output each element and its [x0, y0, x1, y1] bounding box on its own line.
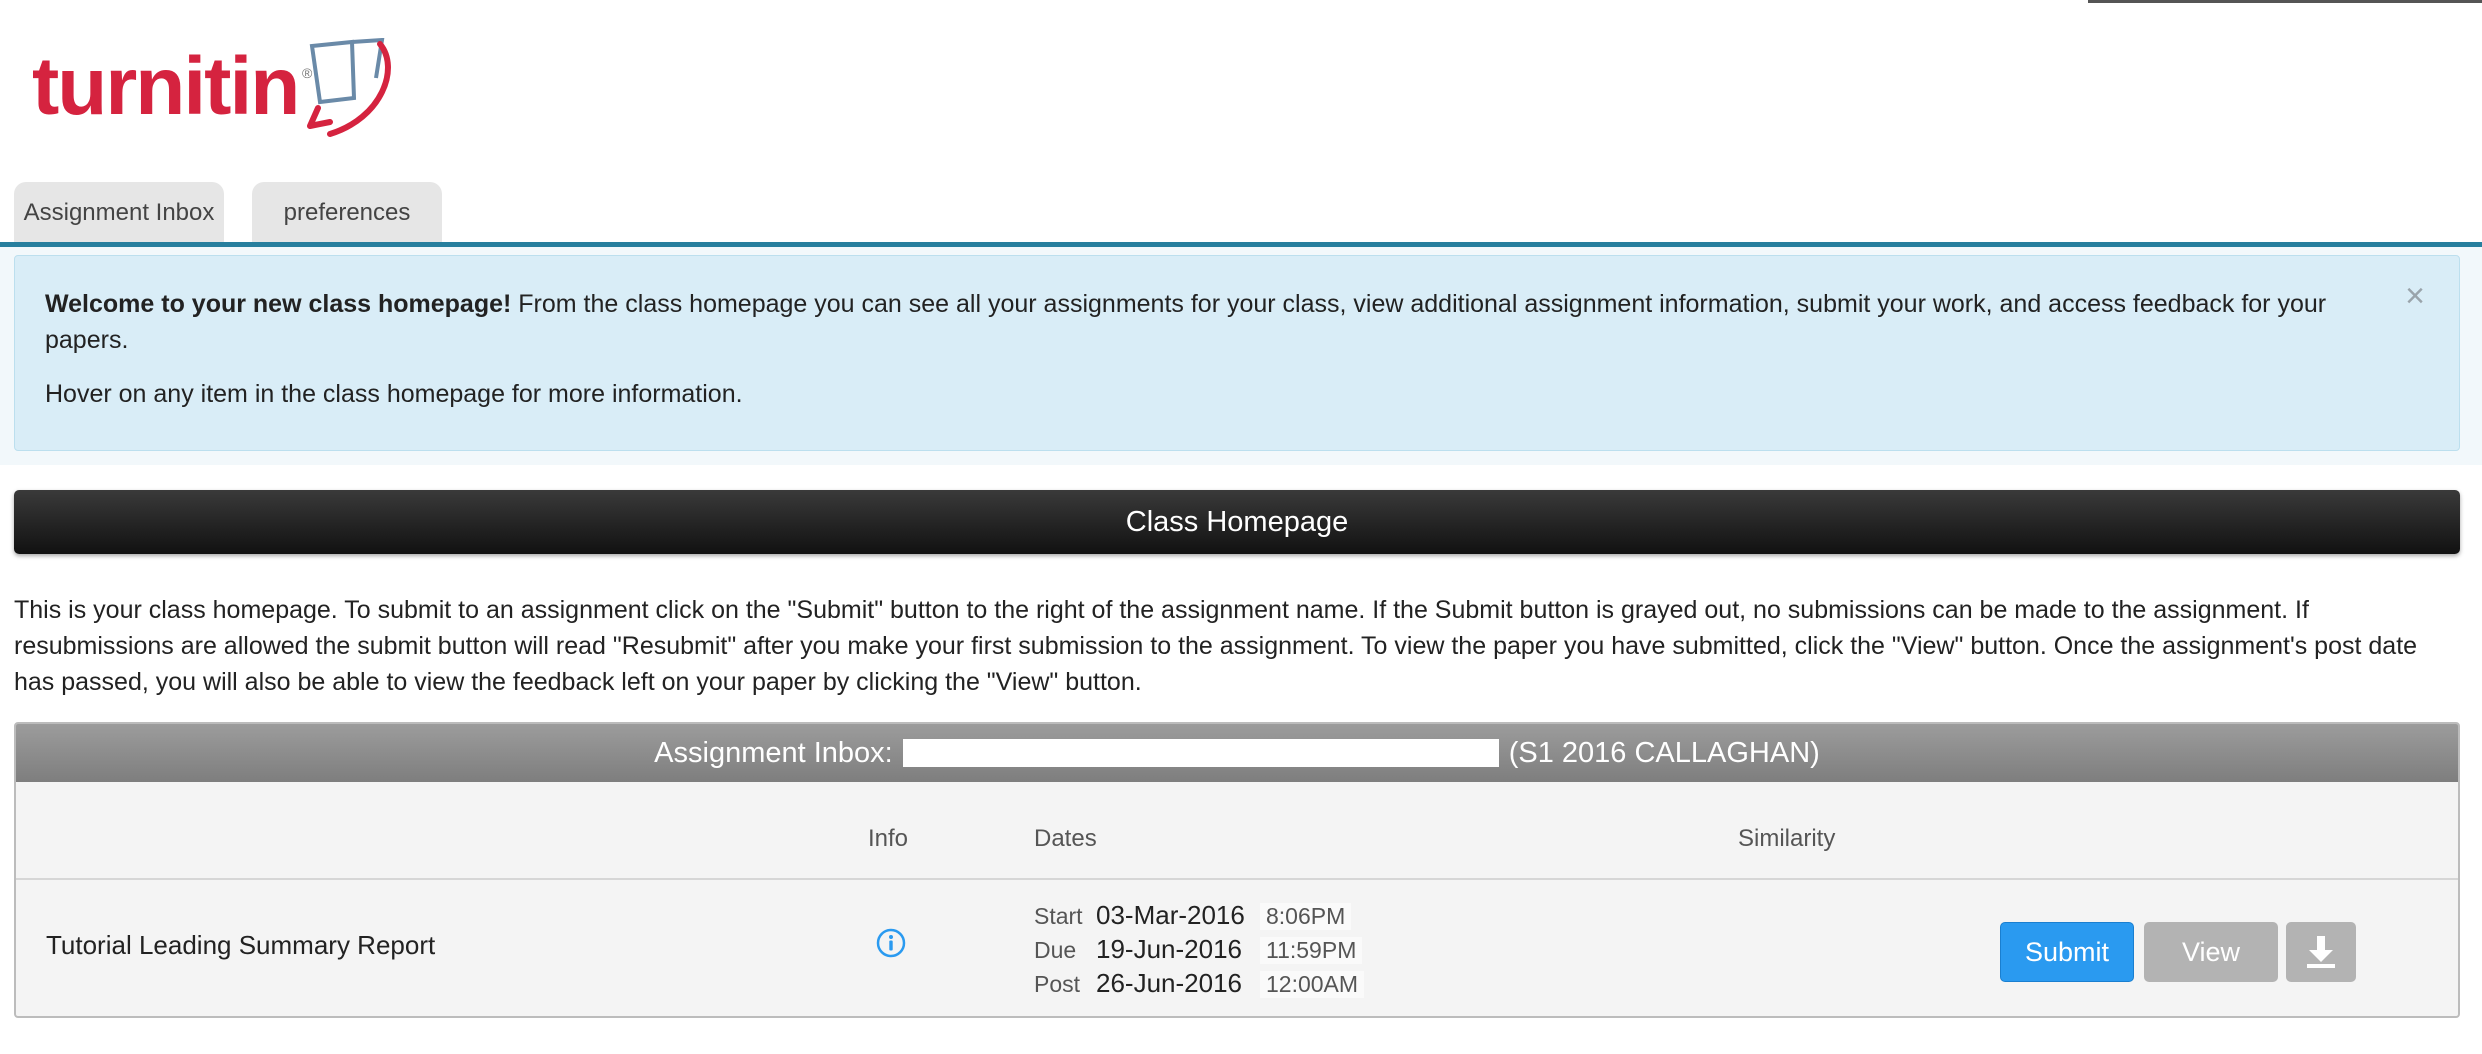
due-date: 19-Jun-2016: [1096, 934, 1242, 964]
alert-message: [45, 286, 2339, 358]
submit-button[interactable]: Submit: [2000, 922, 2134, 982]
class-homepage-bar: Class Homepage: [14, 490, 2460, 554]
column-info: Info: [868, 825, 909, 852]
due-date-line: [1034, 934, 1364, 968]
post-date-line: [1034, 968, 1364, 1002]
inbox-title-prefix: Assignment Inbox:: [654, 736, 893, 769]
assignment-inbox-table: [14, 722, 2460, 1018]
close-icon[interactable]: ×: [2405, 277, 2425, 315]
tab-preferences[interactable]: preferences: [252, 182, 442, 244]
alert-region: [0, 247, 2482, 465]
column-dates: Dates: [1034, 825, 1097, 852]
svg-text:®: ®: [302, 65, 313, 81]
inbox-title-suffix: (S1 2016 CALLAGHAN): [1508, 736, 1820, 769]
welcome-alert: [14, 255, 2460, 451]
view-button[interactable]: View: [2144, 922, 2278, 982]
download-icon: [2301, 932, 2341, 972]
post-time: 12:00AM: [1260, 971, 1364, 998]
logo-page-icon: [290, 38, 430, 148]
post-label: Post: [1034, 971, 1081, 997]
alert-hint: Hover on any item in the class homepage for more information.: [45, 380, 743, 408]
start-date-line: [1034, 900, 1364, 934]
tab-assignment-inbox[interactable]: Assignment Inbox: [14, 182, 224, 244]
tab-bar: [14, 182, 442, 244]
top-edge-line: [2088, 0, 2482, 3]
column-headers: [16, 782, 2458, 880]
assignment-name: Tutorial Leading Summary Report: [46, 930, 436, 960]
alert-heading: Welcome to your new class homepage!: [45, 290, 512, 318]
turnitin-logo[interactable]: [30, 38, 410, 148]
due-time: 11:59PM: [1260, 937, 1362, 964]
intro-text: This is your class homepage. To submit to an assignment click on the "Submit" button to the right of the assignment name. If the Submit button is grayed out, no submissions can be made to the assignment. If resubmissions are allowed the submit button will read "Resubmit" after you make your first submission to the assignment. To view the paper you have submitted, click the "View" button. Once the assignment's post date has passed, you will also be able to view the feedback left on your paper by clicking the "View" button.: [14, 596, 2418, 696]
download-button[interactable]: [2286, 922, 2356, 982]
info-icon[interactable]: [876, 928, 906, 958]
alert-body: From the class homepage you can see all your assignments for your class, view additional assignment information, submit your work, and access feedback for your papers.: [45, 290, 2327, 354]
start-date: 03-Mar-2016: [1096, 900, 1245, 930]
assignment-dates: [1034, 900, 1364, 1002]
table-row: [16, 880, 2458, 1018]
post-date: 26-Jun-2016: [1096, 968, 1242, 998]
start-time: 8:06PM: [1260, 903, 1351, 930]
due-label: Due: [1034, 937, 1077, 963]
inbox-header: [16, 724, 2458, 782]
start-label: Start: [1034, 903, 1083, 929]
redacted-class-name: [903, 739, 1499, 767]
column-similarity: Similarity: [1738, 825, 1836, 852]
logo-wordmark: turnitin: [32, 41, 299, 132]
